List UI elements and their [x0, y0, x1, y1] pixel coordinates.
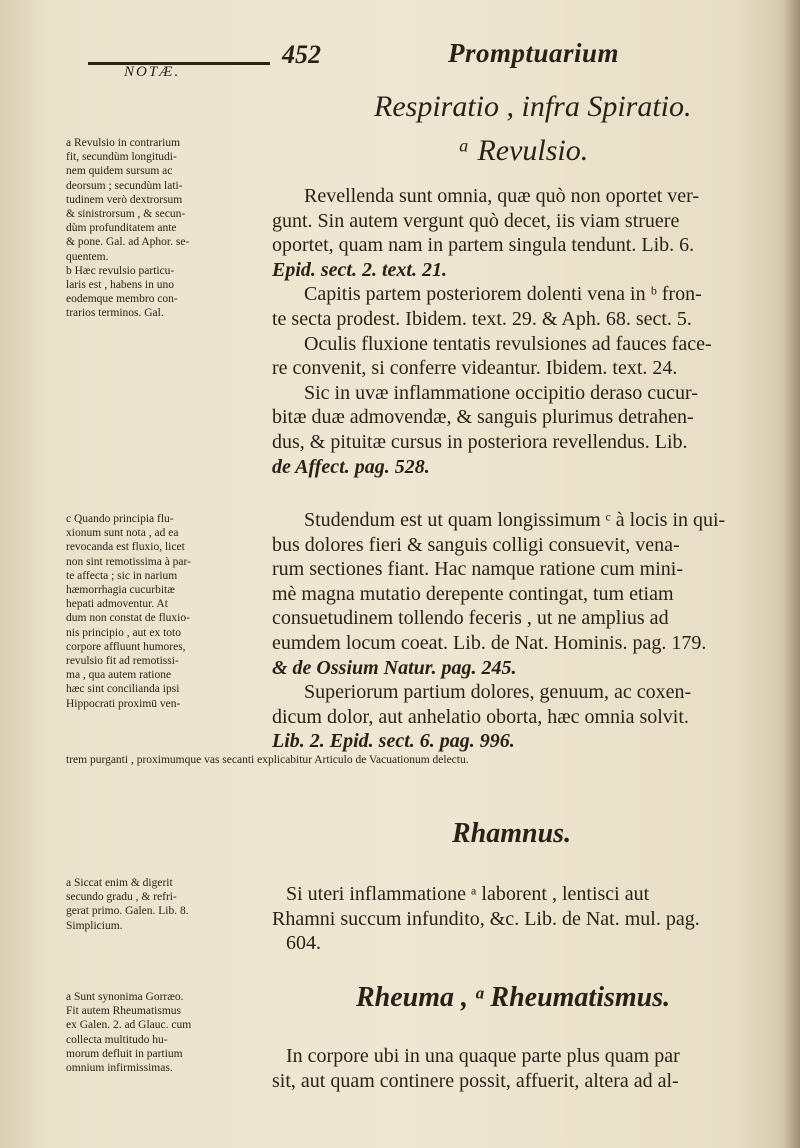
- entry-body-respiratio: [272, 184, 712, 479]
- note-line: dum non constat de fluxio-: [66, 612, 190, 625]
- note-line: b Hæc revulsio particu-: [66, 264, 175, 277]
- body-line: oportet, quam nam in partem singula tendunt. Lib. 6.: [272, 234, 695, 257]
- note-line: dùm profunditatem ante: [66, 222, 177, 235]
- note-line: trarios terminos. Gal.: [66, 307, 164, 320]
- marginal-note-c: [66, 512, 266, 711]
- entry-body-rhamnus: [272, 882, 700, 956]
- note-line: quentem.: [66, 250, 109, 263]
- body-line: Lib. 2. Epid. sect. 6. pag. 996.: [272, 730, 515, 753]
- body-line: 604.: [286, 932, 321, 955]
- body-line: Rhamni succum infundito, &c. Lib. de Nat. mul. pag.: [272, 907, 700, 930]
- body-line: dus, & pituitæ cursus in posteriora revellendus. Lib.: [272, 430, 688, 453]
- entry-heading-respiratio: Respiratio , infra Spiratio.: [374, 90, 692, 123]
- note-line: Simplicium.: [66, 919, 123, 932]
- note-line: hæmorrhagia cucurbitæ: [66, 584, 175, 597]
- note-line: deorsum ; secundùm lati-: [66, 179, 183, 192]
- body-line: bitæ duæ admovendæ, & sanguis plurimus detrahen-: [272, 406, 694, 429]
- marginal-note-a: [66, 136, 266, 321]
- note-line: & pone. Gal. ad Aphor. se-: [66, 236, 190, 249]
- entry-body-rheuma: [272, 1044, 680, 1093]
- body-line: Revellenda sunt omnia, quæ quò non oportet ver-: [304, 185, 700, 207]
- note-line: omnium infirmissimas.: [66, 1062, 173, 1075]
- entry-heading-rhamnus: Rhamnus.: [452, 818, 572, 849]
- note-line: te affecta ; sic in narium: [66, 569, 178, 582]
- body-line: Sic in uvæ inflammatione occipitio deraso cucur-: [304, 381, 698, 404]
- note-line: nis principio , aut ex toto: [66, 626, 181, 639]
- entry-heading-rheuma: Rheuma , ᵃ Rheumatismus.: [356, 982, 671, 1013]
- body-line: Si uteri inflammatione ᵃ laborent , lentisci aut: [286, 883, 650, 905]
- note-line: secundo gradu , & refri-: [66, 891, 177, 904]
- note-line: hepati admoventur. At: [66, 598, 168, 611]
- note-line: eodemque membro con-: [66, 293, 178, 306]
- running-title: Promptuarium: [448, 38, 620, 68]
- note-line: Fit autem Rheumatismus: [66, 1005, 181, 1018]
- body-line: Capitis partem posteriorem dolenti vena in ᵇ fron-: [304, 283, 702, 306]
- note-line: gerat primo. Galen. Lib. 8.: [66, 905, 189, 918]
- body-line: Superiorum partium dolores, genuum, ac coxen-: [304, 681, 692, 704]
- note-line: morum defluit in partium: [66, 1047, 183, 1060]
- body-line: te secta prodest. Ibidem. text. 29. & Aph. 68. sect. 5.: [272, 307, 692, 330]
- body-line: bus dolores fieri & sanguis colligi consuevit, vena-: [272, 533, 680, 556]
- body-line: de Affect. pag. 528.: [272, 455, 430, 478]
- body-line: In corpore ubi in una quaque parte plus quam par: [286, 1045, 680, 1067]
- body-line: Studendum est ut quam longissimum ᶜ à locis in qui-: [304, 509, 726, 531]
- note-c-tail: trem purganti , proximumque vas secanti explicabitur Articulo de Vacuationum delectu.: [66, 754, 469, 766]
- note-line: revulsio fit ad remotissi-: [66, 655, 179, 668]
- entry-subheading-revulsio: ᵃ Revulsio.: [458, 134, 589, 167]
- body-line: gunt. Sin autem vergunt quò decet, iis viam struere: [272, 209, 680, 232]
- note-line: a Revulsio in contrarium: [66, 137, 181, 149]
- body-line: rum sectiones fiant. Hac namque ratione cum mini-: [272, 558, 683, 581]
- page-edge-shadow: [782, 0, 800, 1148]
- marginal-note-rheuma: [66, 990, 266, 1075]
- marginal-note-rhamnus: [66, 876, 266, 933]
- body-line: eumdem locum coeat. Lib. de Nat. Hominis. pag. 179.: [272, 631, 707, 654]
- note-line: revocanda est fluxio, licet: [66, 541, 185, 554]
- note-line: hæc sint concilianda ipsi: [66, 683, 180, 696]
- body-line: sit, aut quam continere possit, affuerit, altera ad al-: [272, 1069, 679, 1092]
- body-line: Oculis fluxione tentatis revulsiones ad fauces face-: [304, 332, 712, 355]
- note-line: collecta multitudo hu-: [66, 1033, 168, 1046]
- body-line: & de Ossium Natur. pag. 245.: [272, 656, 517, 679]
- note-line: nem quidem sursum ac: [66, 165, 173, 178]
- note-line: non sint remotissima à par-: [66, 555, 191, 568]
- body-line: dicum dolor, aut anhelatio oborta, hæc omnia solvit.: [272, 705, 689, 728]
- body-line: re convenit, si conferre videantur. Ibidem. text. 24.: [272, 357, 678, 380]
- note-line: a Sunt synonima Gorræo.: [66, 991, 184, 1003]
- header-section: NOTÆ.: [124, 64, 181, 80]
- note-line: xionum sunt nota , ad ea: [66, 527, 179, 540]
- note-line: ma , qua autem ratione: [66, 669, 172, 682]
- note-line: Hippocrati proximū ven-: [66, 697, 181, 710]
- note-line: c Quando principia flu-: [66, 513, 174, 525]
- page-number: 452: [282, 40, 321, 69]
- body-line: Epid. sect. 2. text. 21.: [272, 258, 447, 281]
- note-line: corpore affluunt humores,: [66, 640, 186, 653]
- note-line: laris est , habens in uno: [66, 279, 174, 292]
- note-line: a Siccat enim & digerit: [66, 877, 173, 889]
- body-line: consuetudinem tollendo feceris , ut ne amplius ad: [272, 607, 669, 630]
- note-line: ex Galen. 2. ad Glauc. cum: [66, 1019, 192, 1032]
- note-line: tudinem verò dextrorsum: [66, 193, 183, 206]
- body-line: mè magna mutatio derepente contingat, tum etiam: [272, 582, 674, 605]
- note-line: & sinistrorsum , & secun-: [66, 208, 186, 221]
- note-line: fit, secundùm longitudi-: [66, 151, 177, 164]
- entry-body-studendum: [272, 508, 725, 754]
